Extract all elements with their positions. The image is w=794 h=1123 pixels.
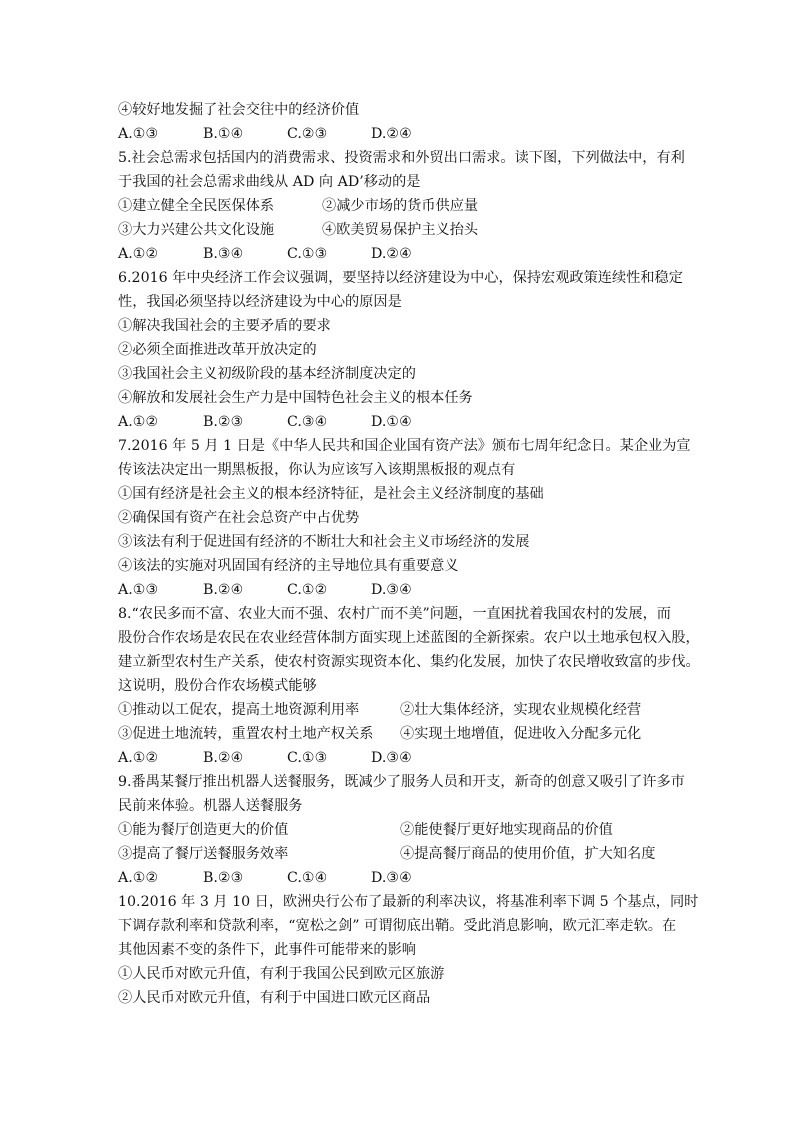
q4-option-b: B.①④ <box>203 126 244 142</box>
q9-item-2: ②能使餐厅更好地实现商品的价值 <box>400 822 613 838</box>
q9-item-4: ④提高餐厅商品的使用价值，扩大知名度 <box>400 846 656 862</box>
q6-option-c: C.③④ <box>287 414 328 430</box>
exam-page <box>118 98 700 1010</box>
q5-item-4: ④欧美贸易保护主义抬头 <box>322 222 479 238</box>
q8-items-row-2 <box>118 722 678 746</box>
q8-stem-line-2: 股份合作农场是农民在农业经营体制方面实现上述蓝图的全新探索。农户以土地承包权入股， <box>118 630 700 646</box>
q10-stem-line-2: 下调存款利率和贷款利率，“宽松之剑” 可谓彻底出鞘。受此消息影响，欧元汇率走软。在 <box>118 918 677 934</box>
q8-option-a: A.①② <box>118 750 159 766</box>
q7-option-d: D.③④ <box>371 582 412 598</box>
q6-item-3: ③我国社会主义初级阶段的基本经济制度决定的 <box>118 366 416 382</box>
q7-option-a: A.①③ <box>118 582 159 598</box>
q8-option-c: C.①③ <box>287 750 328 766</box>
q7-item-3: ③该法有利于促进国有经济的不断壮大和社会主义市场经济的发展 <box>118 534 530 550</box>
q8-option-d: D.③④ <box>371 750 412 766</box>
q8-item-2: ②壮大集体经济，实现农业规模化经营 <box>400 702 642 718</box>
q4-options <box>118 122 678 146</box>
q8-stem-line-3: 建立新型农村生产关系，使农村资源实现资本化、集约化发展，加快了农民增收致富的步伐。 <box>118 654 700 670</box>
q5-option-c: C.①③ <box>287 246 328 262</box>
q9-option-c: C.①④ <box>287 870 328 886</box>
q7-stem-line-1: 7.2016 年 5 月 1 日是《中华人民共和国企业国有资产法》颁布七周年纪念日。某企业为宣 <box>118 438 691 454</box>
q6-item-1: ①解决我国社会的主要矛盾的要求 <box>118 318 331 334</box>
q5-item-1: ①建立健全全民医保体系 <box>118 198 275 214</box>
q6-option-b: B.②③ <box>203 414 244 430</box>
q8-stem-line-1: 8.“农民多而不富、农业大而不强、农村广而不美”问题，一直困扰着我国农村的发展，而 <box>118 606 671 622</box>
q6-item-4: ④解放和发展社会生产力是中国特色社会主义的根本任务 <box>118 390 473 406</box>
q8-options <box>118 746 678 770</box>
q4-item-4: ④较好地发掘了社会交往中的经济价值 <box>118 102 360 118</box>
q6-stem-line-1: 6.2016 年中央经济工作会议强调，要坚持以经济建设为中心，保持宏观政策连续性和稳定 <box>118 270 683 286</box>
q9-stem-line-1: 9.番禺某餐厅推出机器人送餐服务，既减少了服务人员和开支，新奇的创意又吸引了许多市 <box>118 774 685 790</box>
q5-items-row-1 <box>118 194 678 218</box>
q4-option-a: A.①③ <box>118 126 159 142</box>
q5-item-3: ③大力兴建公共文化设施 <box>118 222 275 238</box>
q4-option-d: D.②④ <box>371 126 412 142</box>
q8-option-b: B.②④ <box>203 750 244 766</box>
q5-option-d: D.②④ <box>371 246 412 262</box>
q8-item-4: ④实现土地增值，促进收入分配多元化 <box>400 726 642 742</box>
q9-option-a: A.①② <box>118 870 159 886</box>
q6-stem-line-2: 性，我国必须坚持以经济建设为中心的原因是 <box>118 294 402 310</box>
q8-item-3: ③促进土地流转，重置农村土地产权关系 <box>118 726 374 742</box>
q5-options <box>118 242 678 266</box>
q9-option-b: B.②③ <box>203 870 244 886</box>
q5-items-row-2 <box>118 218 678 242</box>
q10-item-2: ②人民币对欧元升值，有利于中国进口欧元区商品 <box>118 990 431 1006</box>
q8-items-row-1 <box>118 698 678 722</box>
q9-item-3: ③提高了餐厅送餐服务效率 <box>118 846 289 862</box>
q5-stem-line-1: 5.社会总需求包括国内的消费需求、投资需求和外贸出口需求。读下图，下列做法中，有利 <box>118 150 685 166</box>
q5-item-2: ②减少市场的货币供应量 <box>322 198 479 214</box>
q5-option-b: B.③④ <box>203 246 244 262</box>
q10-item-1: ①人民币对欧元升值，有利于我国公民到欧元区旅游 <box>118 966 445 982</box>
q7-stem-line-2: 传该法决定出一期黑板报，你认为应该写入该期黑板报的观点有 <box>118 462 516 478</box>
q9-items-row-2 <box>118 842 678 866</box>
q5-option-a: A.①② <box>118 246 159 262</box>
q7-options <box>118 578 678 602</box>
q4-option-c: C.②③ <box>287 126 328 142</box>
q6-option-a: A.①② <box>118 414 159 430</box>
q6-option-d: D.①④ <box>371 414 412 430</box>
q9-stem-line-2: 民前来体验。机器人送餐服务 <box>118 798 303 814</box>
q5-stem-line-2: 于我国的社会总需求曲线从 AD 向 AD’移动的是 <box>118 174 421 190</box>
q7-item-2: ②确保国有资产在社会总资产中占优势 <box>118 510 360 526</box>
q7-item-4: ④该法的实施对巩固国有经济的主导地位具有重要意义 <box>118 558 459 574</box>
q9-items-row-1 <box>118 818 678 842</box>
q6-options <box>118 410 678 434</box>
q10-stem-line-1: 10.2016 年 3 月 10 日，欧洲央行公布了最新的利率决议，将基准利率下调 5 个基点，同时 <box>118 894 699 910</box>
q6-item-2: ②必须全面推进改革开放决定的 <box>118 342 317 358</box>
q9-item-1: ①能为餐厅创造更大的价值 <box>118 822 289 838</box>
q8-stem-line-4: 这说明，股份合作农场模式能够 <box>118 678 317 694</box>
q7-option-c: C.①② <box>287 582 328 598</box>
q9-option-d: D.③④ <box>371 870 412 886</box>
q7-item-1: ①国有经济是社会主义的根本经济特征，是社会主义经济制度的基础 <box>118 486 544 502</box>
q9-options <box>118 866 678 890</box>
q10-stem-line-3: 其他因素不变的条件下，此事件可能带来的影响 <box>118 942 416 958</box>
q7-option-b: B.②④ <box>203 582 244 598</box>
q8-item-1: ①推动以工促农，提高土地资源利用率 <box>118 702 360 718</box>
